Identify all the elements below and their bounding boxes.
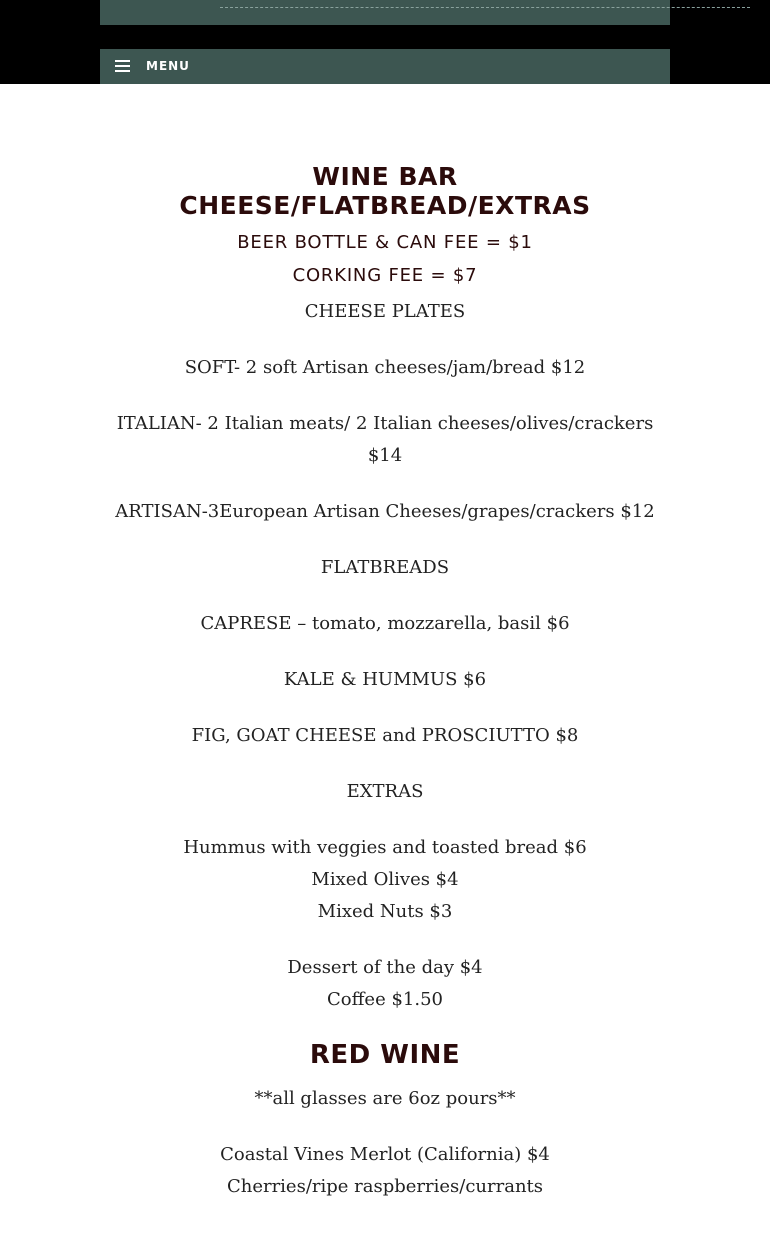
menu-toggle-button[interactable]: [100, 49, 670, 84]
extras-group: [100, 832, 670, 928]
menu-item: CAPRESE – tomato, mozzarella, basil $6: [200, 613, 570, 634]
page-title: [100, 162, 670, 220]
menu-label: MENU: [146, 59, 190, 73]
menu-item: ARTISAN-3European Artisan Cheeses/grapes/crackers $12: [115, 501, 655, 522]
wine-item: [100, 1139, 670, 1203]
site-header: [0, 0, 770, 84]
cheese-heading: CHEESE PLATES: [304, 301, 466, 322]
menu-item: KALE & HUMMUS $6: [283, 669, 487, 690]
pour-note: **all glasses are 6oz pours**: [254, 1088, 516, 1109]
menu-content: [100, 150, 670, 1203]
flatbreads-heading: FLATBREADS: [320, 557, 450, 578]
menu-item: Mixed Olives $4: [311, 869, 459, 890]
menu-item: Coffee $1.50: [327, 989, 443, 1010]
menu-item: ITALIAN- 2 Italian meats/ 2 Italian cheeses/olives/crackers $14: [116, 413, 654, 466]
hamburger-icon: [115, 60, 130, 72]
menu-item: SOFT- 2 soft Artisan cheeses/jam/bread $12: [184, 357, 586, 378]
beer-fee: BEER BOTTLE & CAN FEE = $1: [237, 232, 533, 253]
menu-item: Mixed Nuts $3: [317, 901, 453, 922]
header-strip: [100, 0, 670, 25]
corking-fee: CORKING FEE = $7: [292, 265, 478, 286]
red-wine-heading: RED WINE: [309, 1040, 461, 1070]
title-line-1: WINE BAR: [312, 162, 458, 191]
dashed-divider: [220, 7, 750, 8]
extras-heading: EXTRAS: [346, 781, 424, 802]
menu-item: Hummus with veggies and toasted bread $6: [183, 837, 587, 858]
menu-item: Dessert of the day $4: [287, 957, 483, 978]
wine-name: Coastal Vines Merlot (California) $4: [220, 1144, 550, 1165]
title-line-2: CHEESE/FLATBREAD/EXTRAS: [179, 191, 591, 220]
menu-item: FIG, GOAT CHEESE and PROSCIUTTO $8: [191, 725, 579, 746]
extras-group: [100, 952, 670, 1016]
wine-notes: Cherries/ripe raspberries/currants: [226, 1176, 544, 1197]
